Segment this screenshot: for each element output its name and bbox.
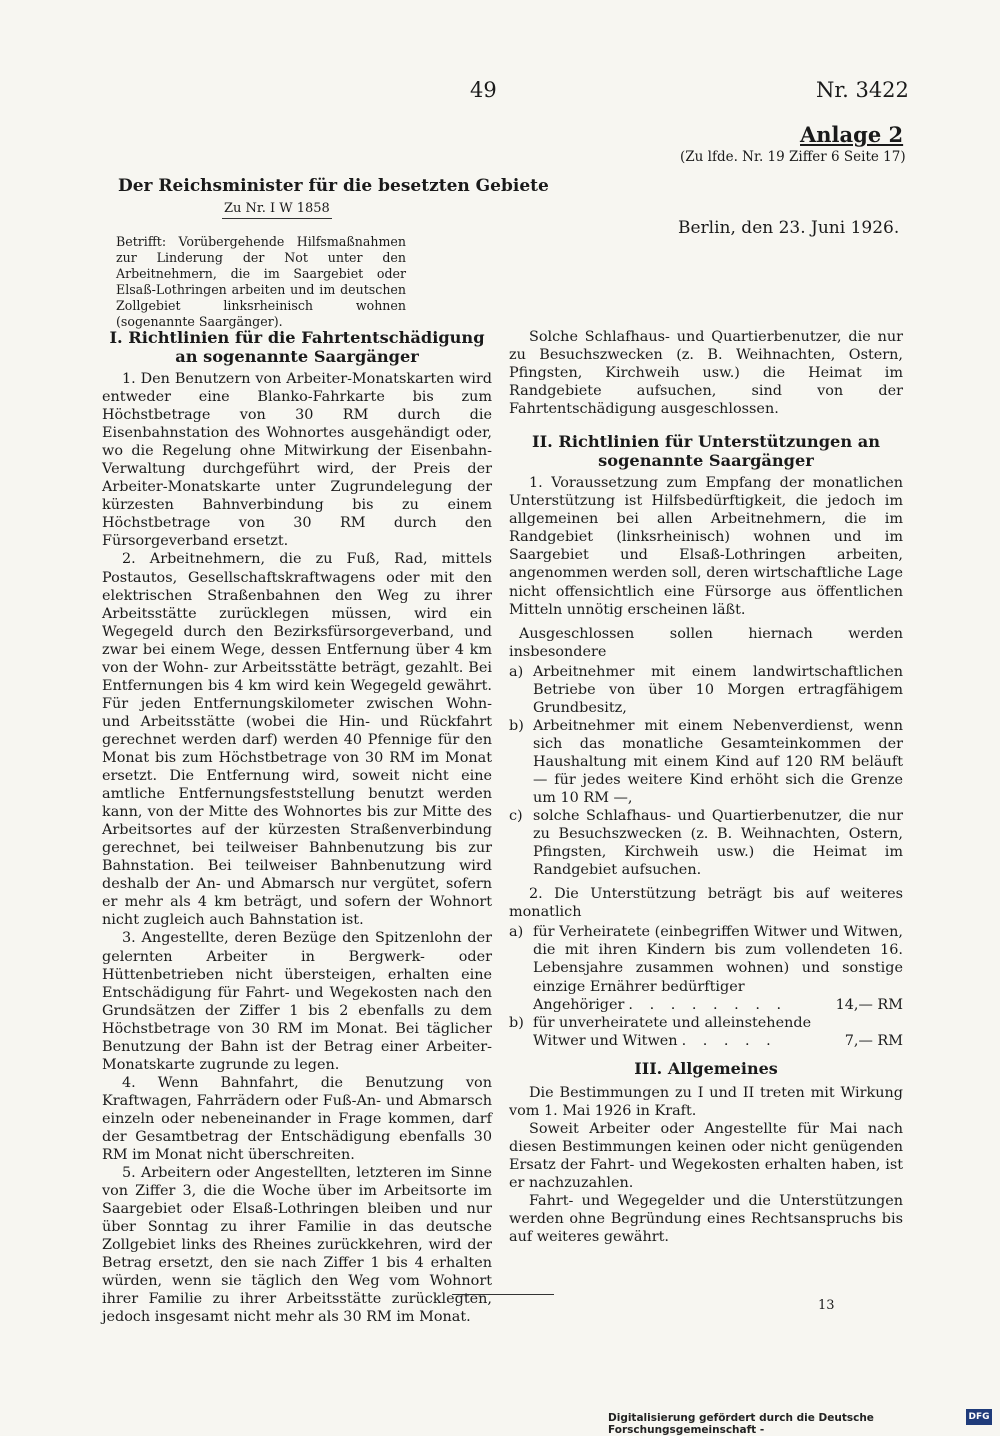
exclusion-text: Arbeitnehmer mit einem landwirtschaftlichen Betriebe von über 10 Morgen ertragfähigem Grundbesitz, — [533, 663, 903, 716]
exclusion-marker: a) — [509, 663, 524, 680]
right-column — [509, 328, 903, 1246]
document-number: Nr. 3422 — [816, 78, 909, 102]
section-3-para-3: Fahrt- und Wegegelder und die Unterstützungen werden ohne Begründung eines Rechtsanspruchs bis auf weiteres gewährt. — [509, 1193, 903, 1246]
exclusion-marker: b) — [509, 717, 524, 734]
section-1-para-6: Solche Schlafhaus- und Quartierbenutzer, die nur zu Besuchszwecken (z. B. Weihnachten, Ostern, Pfingsten, Kirchweih usw.) die Heimat im Randgebiete aufsuchen, sind von der Fahrtentschädigung ausgeschlossen. — [509, 329, 903, 418]
left-column — [102, 328, 492, 1326]
exclusion-item — [509, 807, 903, 879]
section-1-para-2: 2. Arbeitnehmern, die zu Fuß, Rad, mittels Postautos, Gesellschaftskraftwagens oder mit den elektrischen Straßenbahnen den Weg zu ihrer Arbeitsstätte zurücklegen müssen, wird ein Wegegeld durch den Bezirksfürsorgeverband, und zwar bei einem Wege, dessen Entfernung über 4 km von der Wohn- zur Arbeitsstätte beträgt, gezahlt. Bei Entfernungen bis 4 km wird kein Wegegeld gewährt. Für jeden Entfernungskilometer zwischen Wohn- und Arbeitsstätte (wobei die Hin- und Rückfahrt gerechnet werden darf) werden 40 Pfennige für den Monat bis zum Höchstbetrage von 30 RM im Monat ersetzt. Die Entfernung wird, soweit nicht eine amtliche Entfernungsfeststellung benutzt werden kann, von der Mitte des Wohnortes bis zur Mitte des Arbeitsortes auf der kürzesten Straßenverbindung gerechnet, bei teilweiser Bahnbenutzung bis zur Bahnstation. Bei teilweiser Bahnbenutzung wird deshalb der An- und Abmarsch nur vergütet, sofern er mehr als 4 km beträgt, und sofern der Wohnort nicht zugleich auch Bahnstation ist. — [102, 551, 492, 929]
leader-dots: . . . . . . . . — [628, 996, 788, 1013]
page-number: 49 — [470, 78, 497, 102]
rate-item — [509, 923, 903, 1013]
funding-credit: Digitalisierung gefördert durch die Deutsche Forschungsgemeinschaft - — [608, 1412, 874, 1436]
rate-list — [509, 923, 903, 1049]
rate-label: Angehöriger — [533, 996, 625, 1013]
rate-text: für Verheiratete (einbegriffen Witwer und Witwen, die mit ihren Kindern bis zum vollendeten 16. Lebensjahre zusammen wohnen) und sonstige einzige Ernährer bedürftiger — [533, 924, 903, 995]
dateline: Berlin, den 23. Juni 1926. — [678, 218, 900, 238]
rate-amount: 14,— RM — [835, 996, 903, 1013]
section-2-para-2: 2. Die Unterstützung beträgt bis auf weiteres monatlich — [509, 886, 903, 921]
exclusion-list — [509, 663, 903, 880]
section-3-title: III. Allgemeines — [634, 1058, 778, 1078]
section-1-title: I. Richtlinien für die Fahrtentschädigung an sogenannte Saargänger — [109, 328, 485, 366]
rate-amount-line — [533, 996, 903, 1014]
section-3-para-2: Soweit Arbeiter oder Angestellte für Mai nach diesen Bestimmungen keinen oder nicht genügenden Ersatz der Fahrt- und Wegekosten erhalten haben, ist er nachzuzahlen. — [509, 1120, 903, 1191]
dfg-logo: DFG — [966, 1409, 992, 1425]
exclusion-item — [509, 663, 903, 717]
exclusion-text: Arbeitnehmer mit einem Nebenverdienst, wenn sich das monatliche Gesamteinkommen der Haushaltung mit einem Kind auf 120 RM beläuft — für jedes weitere Kind erhöht sich die Grenze um 10 RM —, — [533, 717, 903, 807]
exclusion-marker: c) — [509, 808, 523, 825]
rate-label: Witwer und Witwen — [533, 1032, 678, 1049]
rate-marker: a) — [509, 924, 524, 941]
ministry-reference: Zu Nr. I W 1858 — [222, 201, 332, 219]
section-2-title: II. Richtlinien für Unterstützungen an sogenannte Saargänger — [532, 432, 880, 471]
section-3-para-1: Die Bestimmungen zu I und II treten mit Wirkung vom 1. Mai 1926 in Kraft. — [509, 1084, 903, 1119]
appendix-reference: (Zu lfde. Nr. 19 Ziffer 6 Seite 17) — [680, 149, 906, 165]
page-mark: 13 — [818, 1298, 835, 1313]
exclusion-text: solche Schlafhaus- und Quartierbenutzer, die nur zu Besuchszwecken (z. B. Weihnachten, Ostern, Pfingsten, Kirchweih usw.) die Heimat im Randgebiet aufsuchen. — [533, 808, 903, 879]
footer-rule — [452, 1294, 554, 1295]
rate-amount-line — [533, 1032, 903, 1050]
ministry-heading: Der Reichsminister für die besetzten Gebiete — [118, 176, 549, 196]
exclusion-intro: Ausgeschlossen sollen hiernach werden insbesondere — [509, 625, 903, 660]
section-1-para-5: 5. Arbeitern oder Angestellten, letzteren im Sinne von Ziffer 3, die die Woche über im Arbeitsorte im Saargebiet oder Elsaß-Lothringen bleiben und nur über Sonntag zu ihrer Familie in das deutsche Zollgebiet links des Rheines zurückkehren, wird der Betrag ersetzt, den sie nach Ziffer 1 bis 4 erhalten würden, wenn sie täglich den Weg vom Wohnort ihrer Familie zu ihrer Arbeitsstätte zurücklegten, jedoch insgesamt nicht mehr als 30 RM im Monat. — [102, 1165, 492, 1326]
rate-item — [509, 1014, 903, 1050]
section-1-para-1: 1. Den Benutzern von Arbeiter-Monatskarten wird entweder eine Blanko-Fahrkarte bis zum Höchstbetrage von 30 RM durch die Eisenbahnstation des Wohnortes ausgehändigt oder, wo die Regelung ohne Mitwirkung der Eisenbahn-Verwaltung durchgeführt wird, der Preis der Arbeiter-Monatskarte unter Zugrundelegung der kürzesten Bahnverbindung bis zu einem Höchstbetrage von 30 RM durch den Fürsorgeverband ersetzt. — [102, 371, 492, 550]
appendix-title: Anlage 2 — [800, 122, 904, 147]
section-2-para-1: 1. Voraussetzung zum Empfang der monatlichen Unterstützung ist Hilfsbedürftigkeit, die jedoch im allgemeinen bei allen Arbeitnehmern, die im Randgebiet (linksrheinisch) wohnen und im Saargebiet und Elsaß-Lothringen arbeiten, angenommen werden soll, deren wirtschaftliche Lage nicht offensichtlich eine Fürsorge aus öffentlichen Mitteln unnötig erscheinen läßt. — [509, 475, 903, 618]
exclusion-item — [509, 717, 903, 807]
leader-dots: . . . . . — [681, 1032, 777, 1049]
rate-text: für unverheiratete und alleinstehende — [533, 1014, 812, 1031]
subject-line: Betrifft: Vorübergehende Hilfsmaßnahmen zur Linderung der Not unter den Arbeitnehmern, die im Saargebiet oder Elsaß-Lothringen arbeiten und im deutschen Zollgebiet linksrheinisch wohnen (sogenannte Saargänger). — [116, 234, 406, 329]
section-1-para-3: 3. Angestellte, deren Bezüge den Spitzenlohn der gelernten Arbeiter in Bergwerk- oder Hüttenbetrieben nicht übersteigen, erhalten eine Entschädigung für Fahrt- und Wegekosten nach den Grundsätzen der Ziffer 1 bis 2 ebenfalls zu dem Höchstbetrage von 30 RM im Monat. Bei täglicher Benutzung der Bahn ist der Betrag einer Arbeiter-Monatskarte zugrunde zu legen. — [102, 930, 492, 1073]
rate-marker: b) — [509, 1014, 524, 1031]
section-1-para-4: 4. Wenn Bahnfahrt, die Benutzung von Kraftwagen, Fahrrädern oder Fuß-An- und Abmarsch einzeln oder nebeneinander in Frage kommen, darf der Gesamtbetrag der Entschädigung ebenfalls 30 RM im Monat nicht überschreiten. — [102, 1074, 492, 1164]
rate-amount: 7,— RM — [844, 1032, 903, 1049]
